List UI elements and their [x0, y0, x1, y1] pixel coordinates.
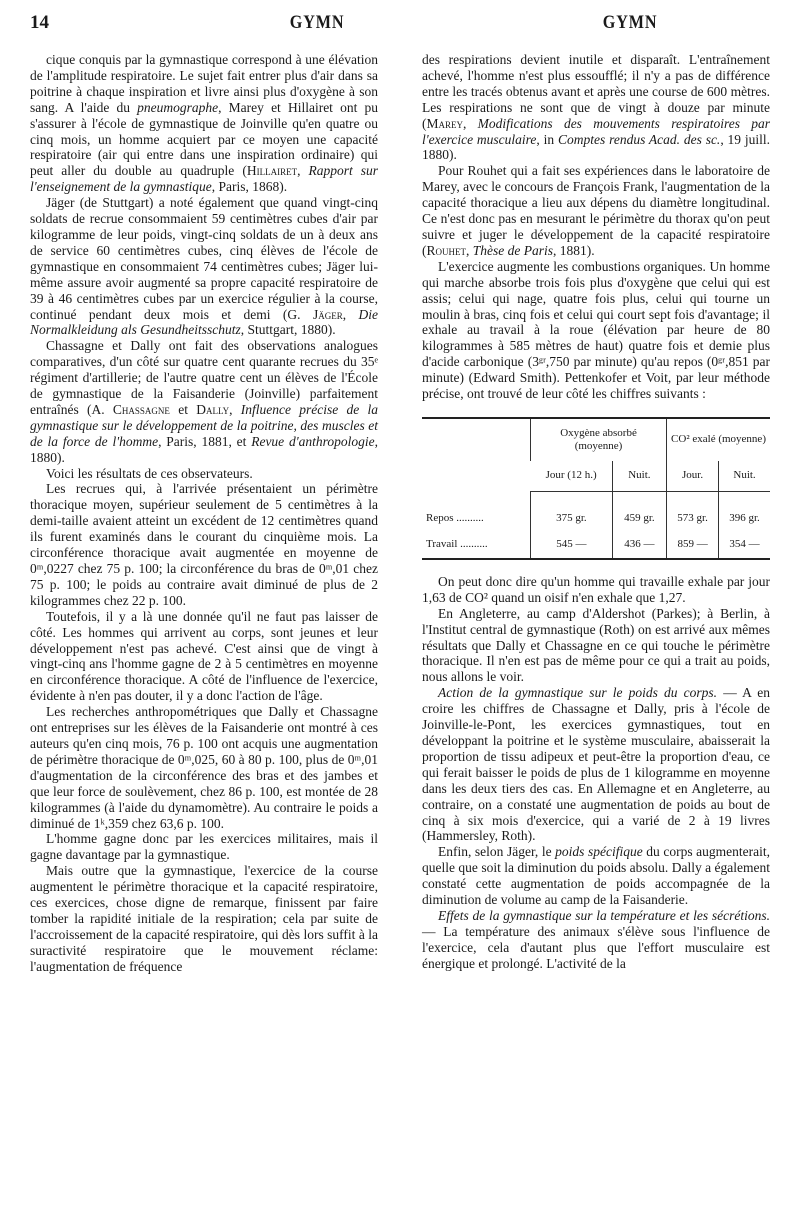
paragraph: Pour Rouhet qui a fait ses expériences dans le laboratoire de Marey, avec le concours de François Frank, l'augmentation de la capacité thoracique a lieu aux dépens du diamètre longitudinal. Ce n'est donc pas en mesurant le périmètre du thorax qu'on peut suivre et juger le développement de la capacité respiratoire (Rouhet, Thèse de Paris, 1881). [422, 163, 770, 258]
paragraph: Effets de la gymnastique sur la température et les sécrétions. — La température des animaux s'élève sous l'influence de l'exercice, cela d'autant plus que l'effort musculaire est énergique et prolongé. L'activité de la [422, 907, 770, 971]
page-number: 14 [30, 12, 49, 33]
header-day: Jour. [667, 461, 719, 492]
page-header [30, 10, 770, 38]
left-column [30, 52, 378, 975]
paragraph: Toutefois, il y a là une donnée qu'il ne faut pas laisser de côté. Les hommes qui arrivent au corps, sont jeunes et leur développement n'est pas achevé. C'est ainsi que de vingt à vingt-cinq ans l'homme gagne de 2 à 5 centimètres en moyenne en circonférence thoracique. A côté de l'influence de l'exercice, évidente à n'en pas douter, il y a donc l'action de l'âge. [30, 608, 378, 704]
cell: 573 gr. [667, 506, 719, 532]
section-heading: Effets de la gymnastique sur la température et les sécrétions. [438, 907, 770, 923]
cell: 396 gr. [719, 506, 770, 532]
paragraph: Mais outre que la gymnastique, l'exercice de la course augmentent le périmètre thoracique et la capacité respiratoire, ces exercices, chose digne de remarque, finissent par faire tomber la rapidité initiale de la respiration; cela par suite de l'accroissement de la capacité respiratoire, qui dès lors suffit à la suractivité respiratoire que le mouvement réclame: l'augmentation de fréquence [30, 863, 378, 974]
cell: 859 — [667, 532, 719, 559]
paragraph: des respirations devient inutile et disparaît. L'entraînement achevé, l'homme n'est plus essoufflé; il n'y a pas de différence entre les tracés obtenus avant et après une course de 600 mètres. Les respirations ne sont que de vingt à douze par minute (Marey, Modifications des mouvements respiratoires par l'exercice musculaire, in Comptes rendus Acad. des sc., 19 juill. 1880). [422, 52, 770, 163]
paragraph: En Angleterre, au camp d'Aldershot (Parkes); à Berlin, à l'Institut central de gymnastique (Roth) on est arrivé aux mêmes résultats que Dally et Chassagne en ce qui touche le périmètre thoracique. Il n'en est pas de même pour ce qui a trait au poids, nous allons le voir. [422, 605, 770, 685]
table-row [422, 506, 770, 532]
respiration-table [422, 417, 770, 560]
paragraph: Chassagne et Dally ont fait des observations analogues comparatives, d'un côté sur quatre cent quarante recrues du 35ᵉ régiment d'artillerie; de l'autre quatre cent un élèves de l'École de gymnastique de la Faisanderie (Joinville) parfaitement entraînés (A. Chassagne et Dally, Influence précise de la gymnastique sur le développement de la poitrine, des muscles et de la force de l'homme, Paris, 1881, et Revue d'anthropologie, 1880). [30, 338, 379, 465]
paragraph: cique conquis par la gymnastique correspond à une élévation de l'amplitude respiratoire. Le sujet fait entrer plus d'air dans sa poitrine à chaque inspiration et livre ainsi plus d'oxygène à son sang. A l'aide du pneumographe, Marey et Hillairet ont pu s'assurer à l'école de gymnastique de Joinville qu'en quatre ou cinq mois, un homme acquiert par ce moyen une capacité respiratoire (air qui entre dans une inspiration ordinaire) qui peut aller du double au quadruple (Hillairet, Rapport sur l'enseignement de la gymnastique, Paris, 1868). [30, 52, 379, 195]
header-day-12h: Jour (12 h.) [531, 461, 613, 492]
header-night-2: Nuit. [719, 461, 770, 492]
paragraph: Jäger (de Stuttgart) a noté également que quand vingt-cinq soldats de recrue consommaient 59 centimètres cubes d'air par kilogramme de leur poids, vingt-cinq soldats de un à deux ans de service 60 centimètres cubes, cinq élèves de l'école de gymnastique en consommaient 74 centimètres cubes; Jäger lui-même assure avoir augmenté sa propre capacité respiratoire de 39 à 46 centimètres cubes par un exercice régulier à la course, continué pendant deux mois et demi (G. Jäger, Die Normalkleidung als Gesundheitsschutz, Stuttgart, 1880). [30, 195, 379, 338]
paragraph: Les recrues qui, à l'arrivée présentaient un périmètre thoracique moyen, supérieur seulement de 5 centimètres à la demi-taille avaient atteint un excédent de 12 centimètres quand ils furent examinés dans le courant du cinquième mois. La circonférence thoracique avait augmentée en moyenne de 0ᵐ,0227 chez 75 p. 100; la circonférence du bras de 0ᵐ,01 chez 75 p. 100; le poids au contraire avait diminué de plus de 2 kilogrammes chez 22 p. 100. [30, 481, 378, 608]
cell: 459 gr. [612, 506, 666, 532]
cell: 436 — [612, 532, 666, 559]
cell: 375 gr. [531, 506, 613, 532]
paragraph: Voici les résultats de ces observateurs. [46, 465, 253, 481]
right-column [422, 52, 770, 972]
header-night: Nuit. [612, 461, 666, 492]
paragraph: L'homme gagne donc par les exercices militaires, mais il gagne davantage par la gymnastique. [30, 831, 378, 863]
row-label: Travail .......... [426, 538, 488, 551]
row-label: Repos .......... [426, 512, 484, 525]
header-oxygen: Oxygène absorbé (moyenne) [531, 418, 667, 461]
paragraph: Les recherches anthropométriques que Dally et Chassagne ont entreprises sur les élèves de la Faisanderie ont montré à ces auteurs qu'en cinq mois, 76 p. 100 ont acquis une augmentation de périmètre thoracique de 0ᵐ,025, 60 à 80 p. 100, plus de 0ᵐ,01 d'augmentation de la circonférence des bras et des jambes et que leur force de soulèvement, chez 86 p. 100, est montée de 28 kilogrammes (à l'aide du dynamomètre). Au contraire le poids a diminué de 1ᵏ,359 chez 63,6 p. 100. [30, 704, 378, 831]
table-corner [422, 418, 531, 492]
running-head-right: GYMN [602, 12, 658, 33]
section-heading: Action de la gymnastique sur le poids du corps. [438, 685, 718, 701]
cell: 354 — [719, 532, 770, 559]
paragraph: Action de la gymnastique sur le poids du corps. — A en croire les chiffres de Chassagne et Dally, pris à l'école de Joinville-le-Pont, les exercices gymnastiques, tout en développant la poitrine et le système musculaire, abaisserait la proportion de tissu adipeux et peut-être la proportion d'eau, ce qui ferait baisser le poids de plus de 1 kilogramme en moyenne dans les deux tiers des cas. En Allemagne et en Angleterre, au contraire, on a constaté une augmentation de poids au bout de cinq à six mois d'exercice, qui a varié de 2 à 19 livres (Hammersley, Roth). [422, 685, 770, 844]
cell: 545 — [531, 532, 613, 559]
paragraph: On peut donc dire qu'un homme qui travaille exhale par jour 1,63 de CO² quand un oisif n'en exhale que 1,27. [422, 573, 770, 605]
paragraph: Enfin, selon Jäger, le poids spécifique du corps augmenterait, quelle que soit la diminution du poids absolu. Dally a également constaté cette augmentation de poids accompagnée de la diminution de volume au camp de la Faisanderie. [422, 844, 770, 908]
paragraph: L'exercice augmente les combustions organiques. Un homme qui marche absorbe trois fois plus d'oxygène que celui qui est assis; celui qui nage, quatre fois plus, celui qui tourne un moulin à bras, cinq fois et celui qui court sept fois d'avantage; il exhale au travail à la roue (élévation par heure de 80 kilogrammes à 585 mètres de haut) quatre fois et demie plus d'acide carbonique (3ᵍʳ,750 par minute) qu'au repos (0ᵍʳ,851 par minute) (Edward Smith). Pettenkofer et Voit, par leur méthode précise, ont trouvé de leur côté les chiffres suivants : [422, 258, 770, 402]
running-head-left: GYMN [289, 12, 345, 33]
table-row [422, 532, 770, 559]
header-co2: CO² exalé (moyenne) [667, 418, 770, 461]
